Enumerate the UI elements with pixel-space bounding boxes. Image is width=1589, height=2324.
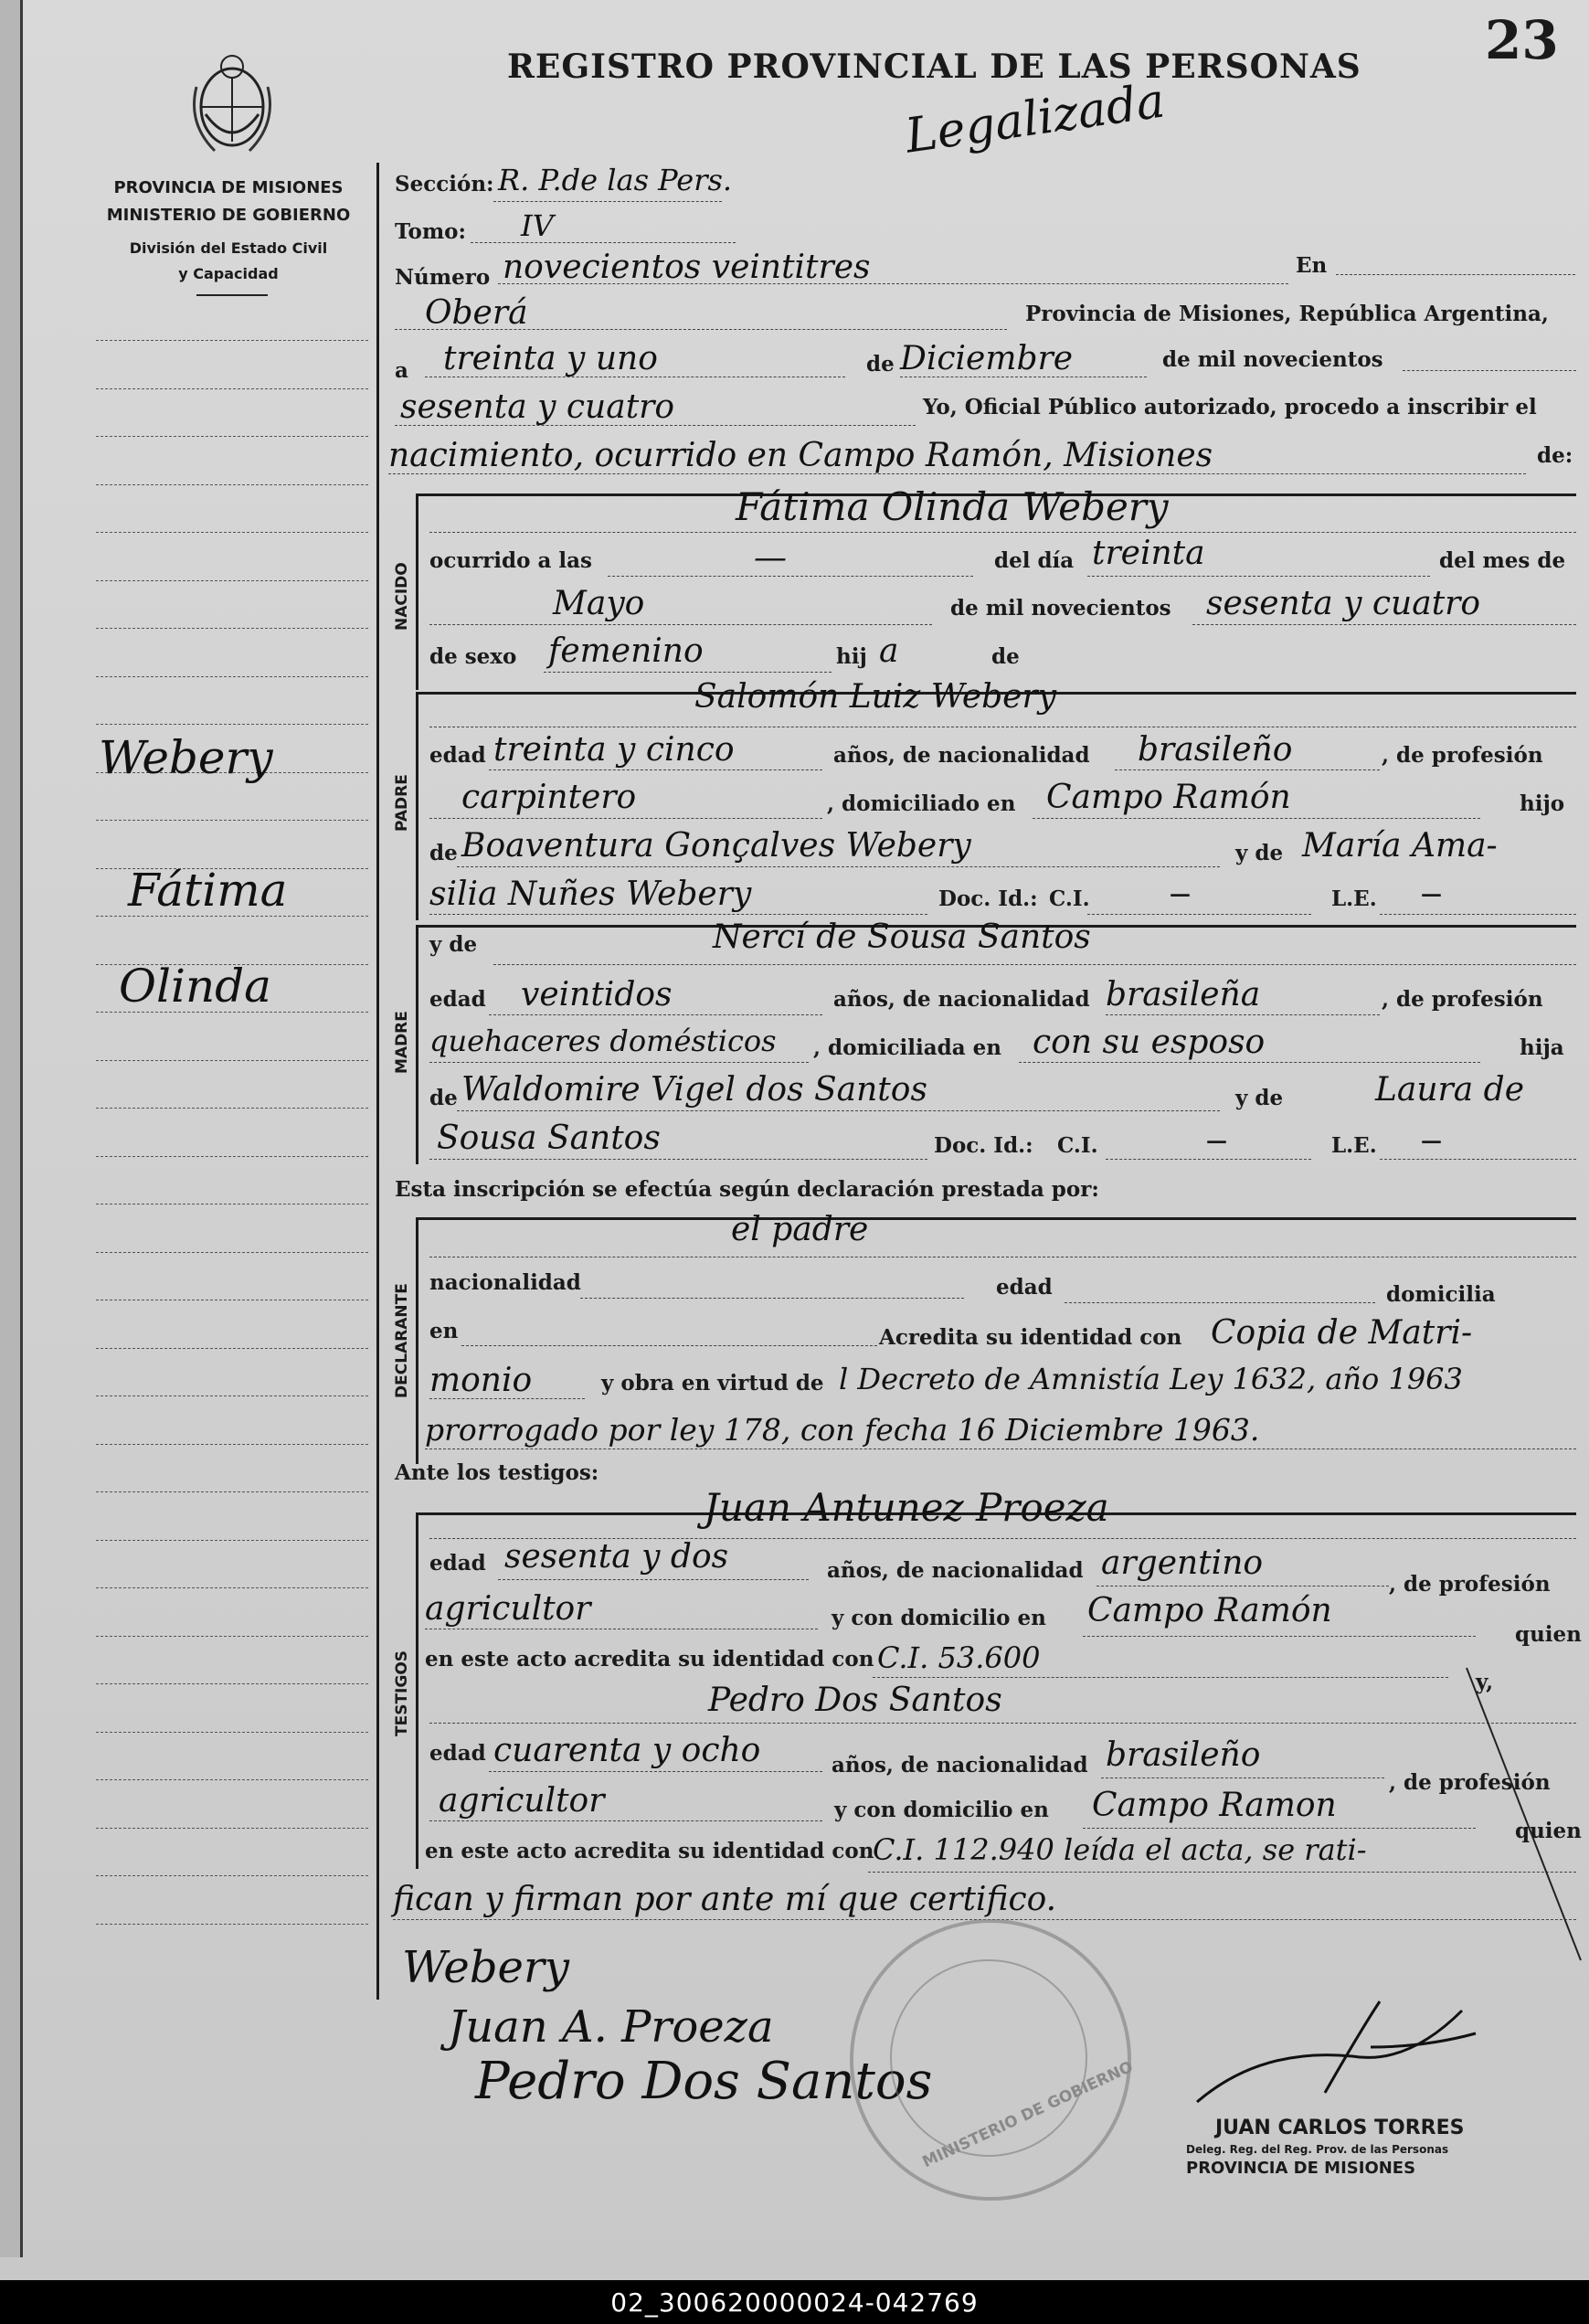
ocurrido-label: ocurrido a las — [429, 548, 592, 573]
declarante-line — [429, 1257, 1576, 1258]
left-margin-line — [96, 340, 368, 341]
left-margin-line — [96, 1444, 368, 1445]
margin-first-name: Fátima — [128, 864, 288, 917]
declarante-en-label: en — [429, 1319, 459, 1343]
sexo-value: femenino — [548, 632, 704, 670]
tomo-value: IV — [521, 208, 554, 243]
testigos-bracket — [416, 1512, 418, 1869]
madre-y-de-label: y de — [429, 932, 478, 957]
padre-y-de-label: y de — [1235, 841, 1284, 865]
nacido-anio-value: sesenta y cuatro — [1206, 585, 1481, 622]
numero-value: novecientos veintitres — [503, 249, 871, 286]
left-margin-line — [96, 1924, 368, 1925]
lugar-line — [395, 329, 1007, 330]
left-margin-line — [96, 1732, 368, 1733]
padre-side-label: PADRE — [393, 774, 411, 832]
sexo-line — [544, 672, 832, 673]
testigo1-dom-label: y con domicilio en — [832, 1606, 1046, 1630]
madre-doc-line — [1106, 1159, 1311, 1160]
nacido-de-label: de — [991, 644, 1020, 669]
padre-madre-value-2: silia Nuñes Webery — [429, 875, 752, 913]
testigos-side-label: TESTIGOS — [393, 1650, 411, 1736]
madre-madre-value-1: Laura de — [1375, 1071, 1525, 1109]
testigo2-nac: brasileño — [1106, 1736, 1261, 1774]
declarante-en-line — [461, 1345, 877, 1346]
madre-edad-label: edad — [429, 987, 486, 1012]
testigo2-prof: agricultor — [439, 1782, 605, 1820]
left-margin-line — [96, 724, 368, 725]
coat-of-arms-icon — [187, 50, 277, 164]
testigo1-quien-label: quien — [1515, 1622, 1582, 1647]
tomo-line — [471, 242, 736, 243]
padre-dom-label: , domiciliado en — [827, 791, 1016, 816]
testigo2-nac-label: años, de nacionalidad — [832, 1753, 1088, 1777]
madre-bracket — [416, 925, 418, 1164]
testigo2-nac-line — [1101, 1777, 1384, 1778]
testigo2-acto-label: en este acto acredita su identidad con — [425, 1839, 874, 1863]
header-ministry: MINISTERIO DE GOBIERNO — [106, 206, 351, 225]
declarante-acredita-label: Acredita su identidad con — [879, 1325, 1182, 1350]
testigo1-prof: agricultor — [425, 1590, 591, 1628]
round-seal-text: MINISTERIO DE GOBIERNO — [919, 2057, 1137, 2172]
declaracion-text: Esta inscripción se efectúa según declaración prestada por: — [395, 1177, 1099, 1202]
margin-vertical-rule — [376, 163, 379, 2000]
nacido-name-line — [429, 532, 1576, 533]
left-margin-line — [96, 820, 368, 821]
padre-prof-label: , de profesión — [1382, 743, 1543, 768]
madre-nac-label: años, de nacionalidad — [833, 987, 1090, 1012]
testigo1-dom-line — [1083, 1636, 1476, 1637]
madre-edad-line — [489, 1014, 822, 1015]
round-seal-stamp — [850, 1919, 1137, 2201]
madre-nac-value: brasileña — [1106, 976, 1261, 1013]
left-margin-line — [96, 1060, 368, 1061]
madre-edad-value: veintidos — [521, 976, 673, 1013]
testigo1-edad: sesenta y dos — [504, 1538, 729, 1576]
padre-le-line — [1380, 914, 1576, 915]
testigo1-edad-line — [498, 1579, 809, 1580]
declarante-nac-line — [580, 1298, 964, 1299]
nacido-mes-value: Mayo — [553, 585, 645, 622]
diagonal-stroke — [1462, 1663, 1585, 1965]
stamp-name: JUAN CARLOS TORRES — [1215, 2117, 1465, 2139]
nacido-anio-line — [1192, 624, 1576, 625]
padre-edad-line — [489, 769, 822, 770]
left-margin-line — [96, 1828, 368, 1829]
madre-le-value: — — [1421, 1129, 1442, 1153]
nacimiento-value: nacimiento, ocurrido en Campo Ramón, Misiones — [388, 437, 1213, 474]
padre-madre-value-1: María Ama- — [1302, 827, 1498, 865]
a-label: a — [395, 358, 408, 383]
left-margin-line — [96, 1108, 368, 1109]
del-dia-label: del día — [994, 548, 1075, 573]
header-capacidad: y Capacidad — [178, 265, 279, 282]
madre-dom-value: con su esposo — [1033, 1024, 1266, 1061]
madre-padre-value: Waldomire Vigel dos Santos — [461, 1071, 927, 1109]
testigo2-prof-line — [429, 1820, 822, 1821]
left-margin-line — [96, 628, 368, 629]
binding-edge — [0, 0, 23, 2257]
nacido-side-label: NACIDO — [393, 562, 411, 631]
padre-doc-dash: — — [1170, 882, 1191, 907]
declarante-obra-label: y obra en virtud de — [601, 1371, 824, 1395]
left-margin-line — [96, 1491, 368, 1492]
declarante-edad-label: edad — [996, 1275, 1053, 1300]
left-margin-line — [96, 436, 368, 437]
ante-testigos-label: Ante los testigos: — [395, 1460, 599, 1485]
testigo-y-label: y, — [1476, 1670, 1494, 1694]
declarante-section-top — [416, 1217, 1576, 1220]
stamp-office: Deleg. Reg. del Reg. Prov. de las Personas — [1186, 2143, 1449, 2156]
signature-dos-santos: Pedro Dos Santos — [475, 2052, 933, 2111]
tomo-label: Tomo: — [395, 219, 466, 244]
hora-value: — — [754, 539, 787, 577]
declarante-acredita-value: Copia de Matri- — [1211, 1314, 1473, 1352]
numero-label: Número — [395, 265, 491, 290]
testigo2-dom-line — [1083, 1828, 1476, 1829]
padre-doc-label: Doc. Id.: — [938, 886, 1038, 911]
declarante-side-label: DECLARANTE — [393, 1283, 411, 1398]
anio-value: sesenta y cuatro — [400, 388, 675, 426]
margin-surname: Webery — [99, 731, 273, 784]
madre-prof-value: quehaceres domésticos — [429, 1024, 777, 1058]
left-margin-line — [96, 1683, 368, 1684]
declarante-monio: monio — [429, 1362, 533, 1399]
testigo2-edad: cuarenta y ocho — [493, 1732, 761, 1769]
nacido-bracket — [416, 493, 418, 690]
nacido-mes-line — [429, 624, 932, 625]
declarante-dom-label: domicilia — [1386, 1282, 1496, 1307]
de-label: de — [866, 352, 895, 377]
page-number: 23 — [1485, 9, 1559, 71]
de-mil-label: de mil novecientos — [1162, 347, 1383, 372]
testigo2-edad-label: edad — [429, 1741, 486, 1766]
padre-de-label: de — [429, 841, 458, 865]
madre-doc-value: C.I. — [1057, 1133, 1098, 1158]
declarante-bracket — [416, 1217, 418, 1464]
left-margin-line — [96, 1636, 368, 1637]
oficial-text: Yo, Oficial Público autorizado, procedo a inscribir el — [923, 395, 1537, 419]
nacido-name: Fátima Olinda Webery — [736, 484, 1169, 529]
stamp-province: PROVINCIA DE MISIONES — [1186, 2159, 1416, 2178]
testigo1-nac-label: años, de nacionalidad — [827, 1558, 1084, 1583]
left-margin-line — [96, 1156, 368, 1157]
nacido-dia-line — [1087, 576, 1430, 577]
madre-madre-value-2: Sousa Santos — [437, 1120, 661, 1157]
testigo2-dom: Campo Ramon — [1092, 1787, 1337, 1824]
testigo2-edad-line — [489, 1771, 822, 1772]
madre-le-line — [1380, 1159, 1576, 1160]
left-margin-line — [96, 1875, 368, 1876]
declarante-value: el padre — [731, 1211, 869, 1248]
padre-bracket — [416, 692, 418, 920]
madre-y-de2-label: y de — [1235, 1086, 1284, 1110]
padre-nac-line — [1115, 769, 1380, 770]
signature-webery: Webery — [402, 1942, 570, 1993]
signature-proeza: Juan A. Proeza — [448, 2001, 774, 2053]
madre-dom-line — [1019, 1062, 1480, 1063]
madre-doc-label: Doc. Id.: — [934, 1133, 1033, 1158]
padre-dom-line — [1033, 818, 1480, 819]
nacido-dia-value: treinta — [1092, 535, 1205, 572]
padre-nac-label: años, de nacionalidad — [833, 743, 1090, 768]
testigo1-name: Juan Antunez Proeza — [704, 1485, 1109, 1530]
seccion-label: Sección: — [395, 172, 494, 196]
madre-side-label: MADRE — [393, 1011, 411, 1074]
footer-code: 02_300620000024-042769 — [610, 2287, 979, 2318]
legalizada-annotation: Legalizada — [902, 73, 1169, 164]
testigo1-ci-line — [873, 1677, 1448, 1678]
de-colon-label: de: — [1537, 443, 1573, 468]
testigo1-dom: Campo Ramón — [1087, 1592, 1332, 1629]
header-province: PROVINCIA DE MISIONES — [113, 178, 344, 197]
nacido-mil-label: de mil novecientos — [950, 596, 1171, 621]
padre-padre-value: Boaventura Gonçalves Webery — [461, 827, 971, 865]
madre-dom-label: , domiciliada en — [813, 1035, 1001, 1060]
left-margin-line — [96, 532, 368, 533]
madre-prof-line — [429, 1062, 809, 1063]
padre-doc-line — [1087, 914, 1311, 915]
testigo1-nac: argentino — [1101, 1544, 1264, 1582]
declarante-obra-value: l Decreto de Amnistía Ley 1632, año 1963 — [839, 1362, 1463, 1396]
de-mil-line — [1403, 370, 1576, 371]
seccion-line — [493, 201, 722, 202]
left-margin-line — [96, 1395, 368, 1396]
page-title: REGISTRO PROVINCIAL DE LAS PERSONAS — [507, 48, 1361, 86]
testigo2-prof-label: , de profesión — [1389, 1770, 1551, 1795]
left-margin-line — [96, 484, 368, 485]
left-margin-line — [96, 580, 368, 581]
padre-doc-value: C.I. — [1049, 886, 1090, 911]
madre-de-label: de — [429, 1086, 458, 1110]
anio-line — [395, 425, 916, 426]
left-margin-line — [96, 1779, 368, 1780]
testigo2-dom-label: y con domicilio en — [834, 1798, 1049, 1822]
padre-nac-value: brasileño — [1138, 731, 1293, 769]
numero-line — [498, 283, 1288, 284]
declarante-monio-line — [429, 1398, 585, 1399]
testigo1-acto-label: en este acto acredita su identidad con — [425, 1647, 874, 1671]
madre-name-line — [493, 964, 1576, 965]
left-margin-line — [96, 676, 368, 677]
testigo2-name-line — [429, 1723, 1576, 1724]
padre-edad-value: treinta y cinco — [493, 731, 735, 769]
padre-dom-value: Campo Ramón — [1046, 779, 1291, 816]
padre-padre-line — [457, 866, 1220, 867]
declarante-nac-label: nacionalidad — [429, 1270, 581, 1295]
testigo2-name: Pedro Dos Santos — [708, 1682, 1002, 1719]
provincia-text: Provincia de Misiones, República Argentina, — [1025, 302, 1549, 326]
padre-le-value: — — [1421, 882, 1442, 907]
madre-madre-line — [429, 1159, 927, 1160]
footer-band — [0, 2280, 1589, 2324]
closing-text: fican y firman por ante mí que certifico. — [393, 1881, 1057, 1918]
margin-middle-name: Olinda — [119, 960, 271, 1013]
left-margin-line — [96, 1587, 368, 1588]
declarante-edad-line — [1065, 1302, 1375, 1303]
header-division: División del Estado Civil — [129, 239, 328, 257]
padre-hijo-label: hijo — [1520, 791, 1565, 816]
en-label: En — [1296, 253, 1328, 278]
lugar-value: Oberá — [425, 294, 528, 332]
sexo-label: de sexo — [429, 644, 517, 669]
madre-name: Nercí de Sousa Santos — [713, 918, 1091, 956]
del-mes-label: del mes de — [1439, 548, 1566, 573]
padre-le-label: L.E. — [1331, 886, 1377, 911]
testigo1-ci: C.I. 53.600 — [877, 1640, 1041, 1675]
madre-le-label: L.E. — [1331, 1133, 1377, 1158]
seccion-value: R. P.de las Pers. — [498, 163, 733, 197]
padre-prof-line — [429, 818, 822, 819]
padre-name: Salomón Luiz Webery — [694, 678, 1057, 716]
padre-madre-line — [429, 914, 927, 915]
en-line — [1336, 274, 1575, 275]
testigo2-quien-label: quien — [1515, 1819, 1582, 1843]
madre-hija-label: hija — [1520, 1035, 1564, 1060]
testigo1-edad-label: edad — [429, 1551, 486, 1576]
padre-prof-value: carpintero — [461, 779, 637, 816]
padre-edad-label: edad — [429, 743, 486, 768]
madre-prof-label: , de profesión — [1382, 987, 1543, 1012]
hora-line — [608, 576, 973, 577]
left-margin-line — [96, 1348, 368, 1349]
dia-value: treinta y uno — [443, 340, 658, 377]
official-signature-scribble — [1188, 1992, 1480, 2111]
mes-value: Diciembre — [900, 340, 1074, 377]
left-margin-line — [96, 388, 368, 389]
left-margin-line — [96, 1252, 368, 1253]
testigo1-prof-label: , de profesión — [1389, 1572, 1551, 1597]
hij-label: hij — [836, 644, 867, 669]
declarante-prorrogado: prorrogado por ley 178, con fecha 16 Diciembre 1963. — [425, 1412, 1260, 1448]
testigo2-ci: C.I. 112.940 leída el acta, se rati- — [873, 1832, 1367, 1867]
nacimiento-line — [388, 473, 1526, 474]
madre-doc-dash: — — [1206, 1129, 1227, 1153]
madre-nac-line — [1106, 1014, 1380, 1015]
header-underline — [196, 294, 268, 296]
left-margin-line — [96, 1540, 368, 1541]
madre-padre-line — [457, 1110, 1220, 1111]
hij-suffix: a — [879, 632, 899, 670]
